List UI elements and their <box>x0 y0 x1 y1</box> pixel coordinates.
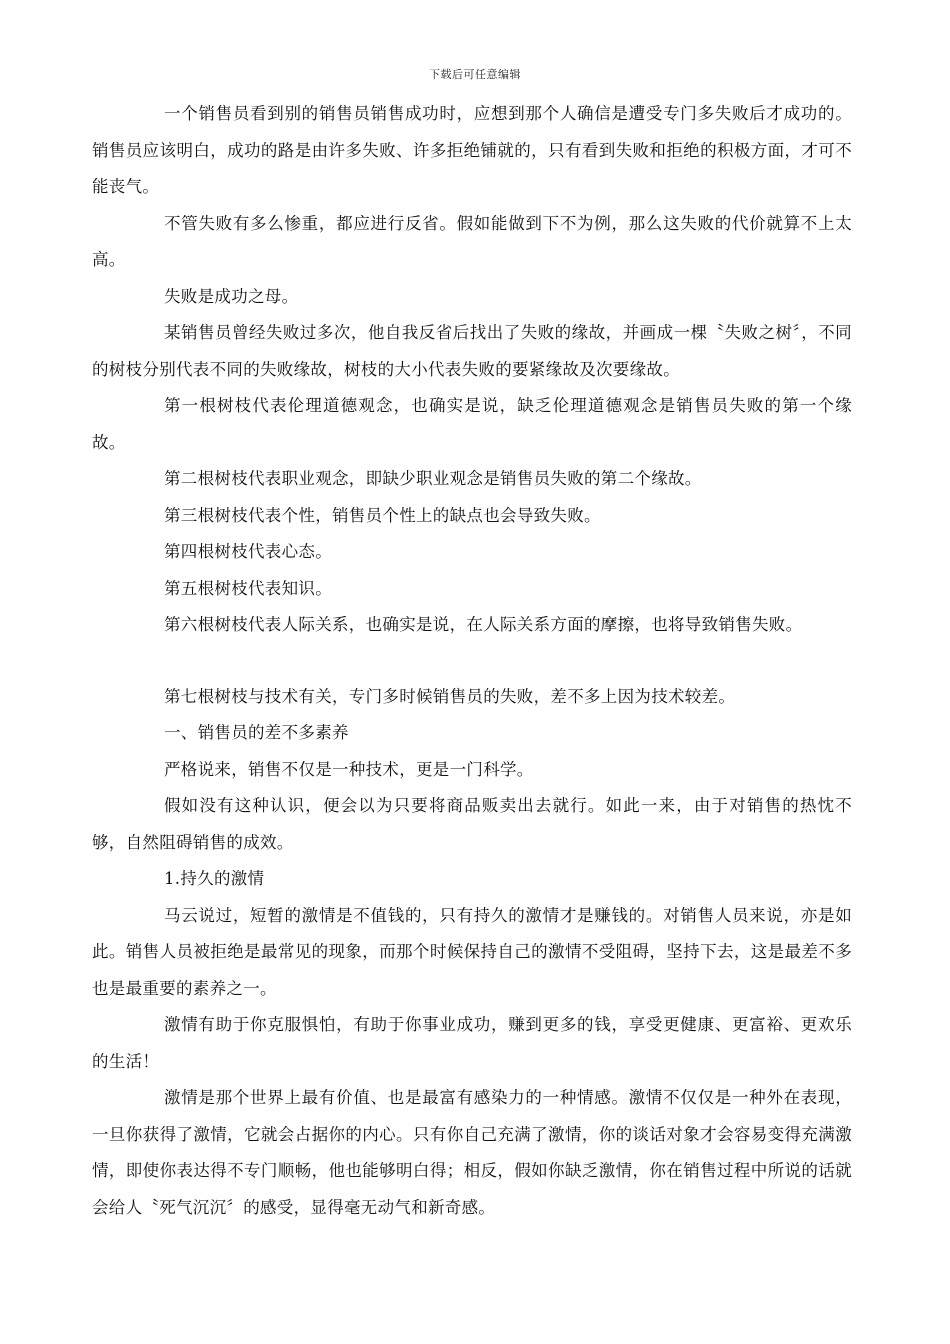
paragraph: 某销售员曾经失败过多次，他自我反省后找出了失败的缘故，并画成一棵〝失败之树〞，不同的树枝分别代表不同的失败缘故，树枝的大小代表失败的要紧缘故及次要缘故。 <box>92 323 852 379</box>
paragraph: 第六根树枝代表人际关系，也确实是说，在人际关系方面的摩擦，也将导致销售失败。 <box>164 615 803 634</box>
paragraph: 第一根树枝代表伦理道德观念，也确实是说，缺乏伦理道德观念是销售员失败的第一个缘故。 <box>92 396 852 452</box>
blank-line <box>92 644 852 679</box>
paragraph: 第二根树枝代表职业观念，即缺少职业观念是销售员失败的第二个缘故。 <box>164 469 702 488</box>
paragraph: 假如没有这种认识，便会以为只要将商品贩卖出去就行。如此一来，由于对销售的热忱不够，自然阻碍销售的成效。 <box>92 796 852 852</box>
paragraph: 严格说来，销售不仅是一种技术，更是一门科学。 <box>164 759 534 779</box>
paragraph: 不管失败有多么惨重，都应进行反省。假如能做到下不为例，那么这失败的代价就算不上太高。 <box>92 213 852 269</box>
page-header: 下载后可任意编辑 <box>429 68 521 81</box>
paragraph: 激情是那个世界上最有价值、也是最富有感染力的一种情感。激情不仅仅是一种外在表现，一旦你获得了激情，它就会占据你的内心。只有你自己充满了激情，你的谈话对象才会容易变得充满激情，即使你表达得不专门顺畅，他也能够明白得；相反，假如你缺乏激情，你在销售过程中所说的话就会给人〝死气沉沉〞的感受，显得毫无动气和新奇感。 <box>92 1088 852 1217</box>
paragraph: 一个销售员看到别的销售员销售成功时，应想到那个人确信是遭受专门多失败后才成功的。销售员应该明白，成功的路是由许多失败、许多拒绝铺就的，只有看到失败和拒绝的积极方面，才可不能丧气。 <box>92 104 852 196</box>
paragraph: 第五根树枝代表知识。 <box>164 578 332 598</box>
paragraph: 第四根树枝代表心态。 <box>164 542 332 561</box>
paragraph: 失败是成功之母。 <box>164 286 299 306</box>
document-body <box>92 96 852 1226</box>
paragraph: 激情有助于你克服惧怕，有助于你事业成功，赚到更多的钱，享受更健康、更富裕、更欢乐的生活！ <box>92 1015 852 1071</box>
subsection-heading: 1.持久的激情 <box>164 869 265 888</box>
section-heading: 一、销售员的差不多素养 <box>164 723 349 742</box>
paragraph: 马云说过，短暂的激情是不值钱的，只有持久的激情才是赚钱的。对销售人员来说，亦是如此。销售人员被拒绝是最常见的现象，而那个时候保持自己的激情不受阻碍，坚持下去，这是最差不多也是最重要的素养之一。 <box>92 905 852 998</box>
paragraph: 第三根树枝代表个性，销售员个性上的缺点也会导致失败。 <box>164 505 601 525</box>
paragraph: 第七根树枝与技术有关，专门多时候销售员的失败，差不多上因为技术较差。 <box>164 686 736 706</box>
